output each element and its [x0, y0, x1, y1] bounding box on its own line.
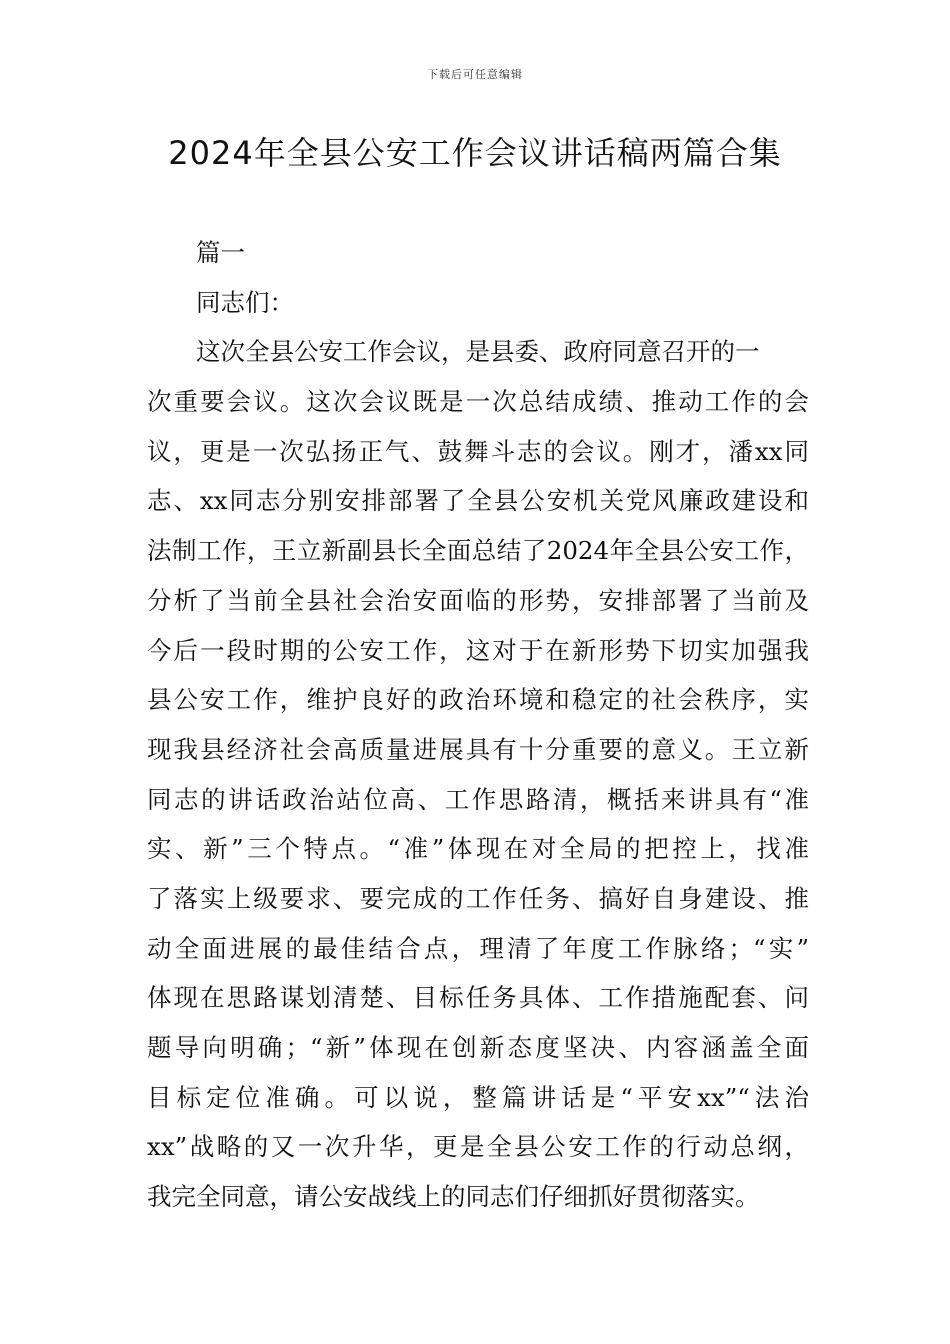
- paragraph-line: 县公安工作，维护良好的政治环境和稳定的社会秩序，实: [147, 685, 809, 715]
- paragraph-line: 议，更是一次弘扬正气、鼓舞斗志的会议。刚才，潘xx同: [147, 436, 809, 466]
- paragraph-line: 分析了当前全县社会治安面临的形势，安排部署了当前及: [147, 585, 809, 615]
- paragraph-line: 了落实上级要求、要完成的工作任务、搞好自身建设、推: [147, 883, 809, 913]
- section-heading: 篇一: [196, 238, 245, 267]
- paragraph: [147, 327, 809, 1221]
- document-title: 2024年全县公安工作会议讲话稿两篇合集: [168, 134, 782, 172]
- paragraph-line: 同志的讲话政治站位高、工作思路清，概括来讲具有“准: [147, 784, 809, 814]
- paragraph-line: 现我县经济社会高质量进展具有十分重要的意义。王立新: [147, 734, 809, 764]
- paragraph-line: 动全面进展的最佳结合点，理清了年度工作脉络；“实”: [147, 933, 809, 963]
- paragraph-line: 体现在思路谋划清楚、目标任务具体、工作措施配套、问: [147, 983, 809, 1013]
- paragraph-line: 实、新”三个特点。“准”体现在对全局的把控上，找准: [147, 834, 809, 864]
- paragraph-line: 今后一段时期的公安工作，这对于在新形势下切实加强我: [147, 635, 809, 665]
- document-body: [147, 228, 809, 1222]
- paragraph-line: 我完全同意，请公安战线上的同志们仔细抓好贯彻落实。: [147, 1182, 760, 1212]
- salutation: 同志们：: [196, 287, 294, 317]
- paragraph-line: 志、xx同志分别安排部署了全县公安机关党风廉政建设和: [147, 486, 809, 516]
- paragraph-line: 次重要会议。这次会议既是一次总结成绩、推动工作的会: [147, 387, 809, 417]
- paragraph-line: 法制工作，王立新副县长全面总结了2024年全县公安工作，: [147, 536, 809, 566]
- paragraph-line: xx”战略的又一次升华，更是全县公安工作的行动总纲，: [147, 1132, 809, 1162]
- paragraph-line: 题导向明确；“新”体现在创新态度坚决、内容涵盖全面: [147, 1033, 809, 1062]
- page-header-note: 下载后可任意编辑: [427, 68, 523, 81]
- paragraph-line: 这次全县公安工作会议，是县委、政府同意召开的一: [196, 337, 760, 367]
- paragraph-line: 目标定位准确。可以说，整篇讲话是“平安xx”“法治: [147, 1082, 809, 1112]
